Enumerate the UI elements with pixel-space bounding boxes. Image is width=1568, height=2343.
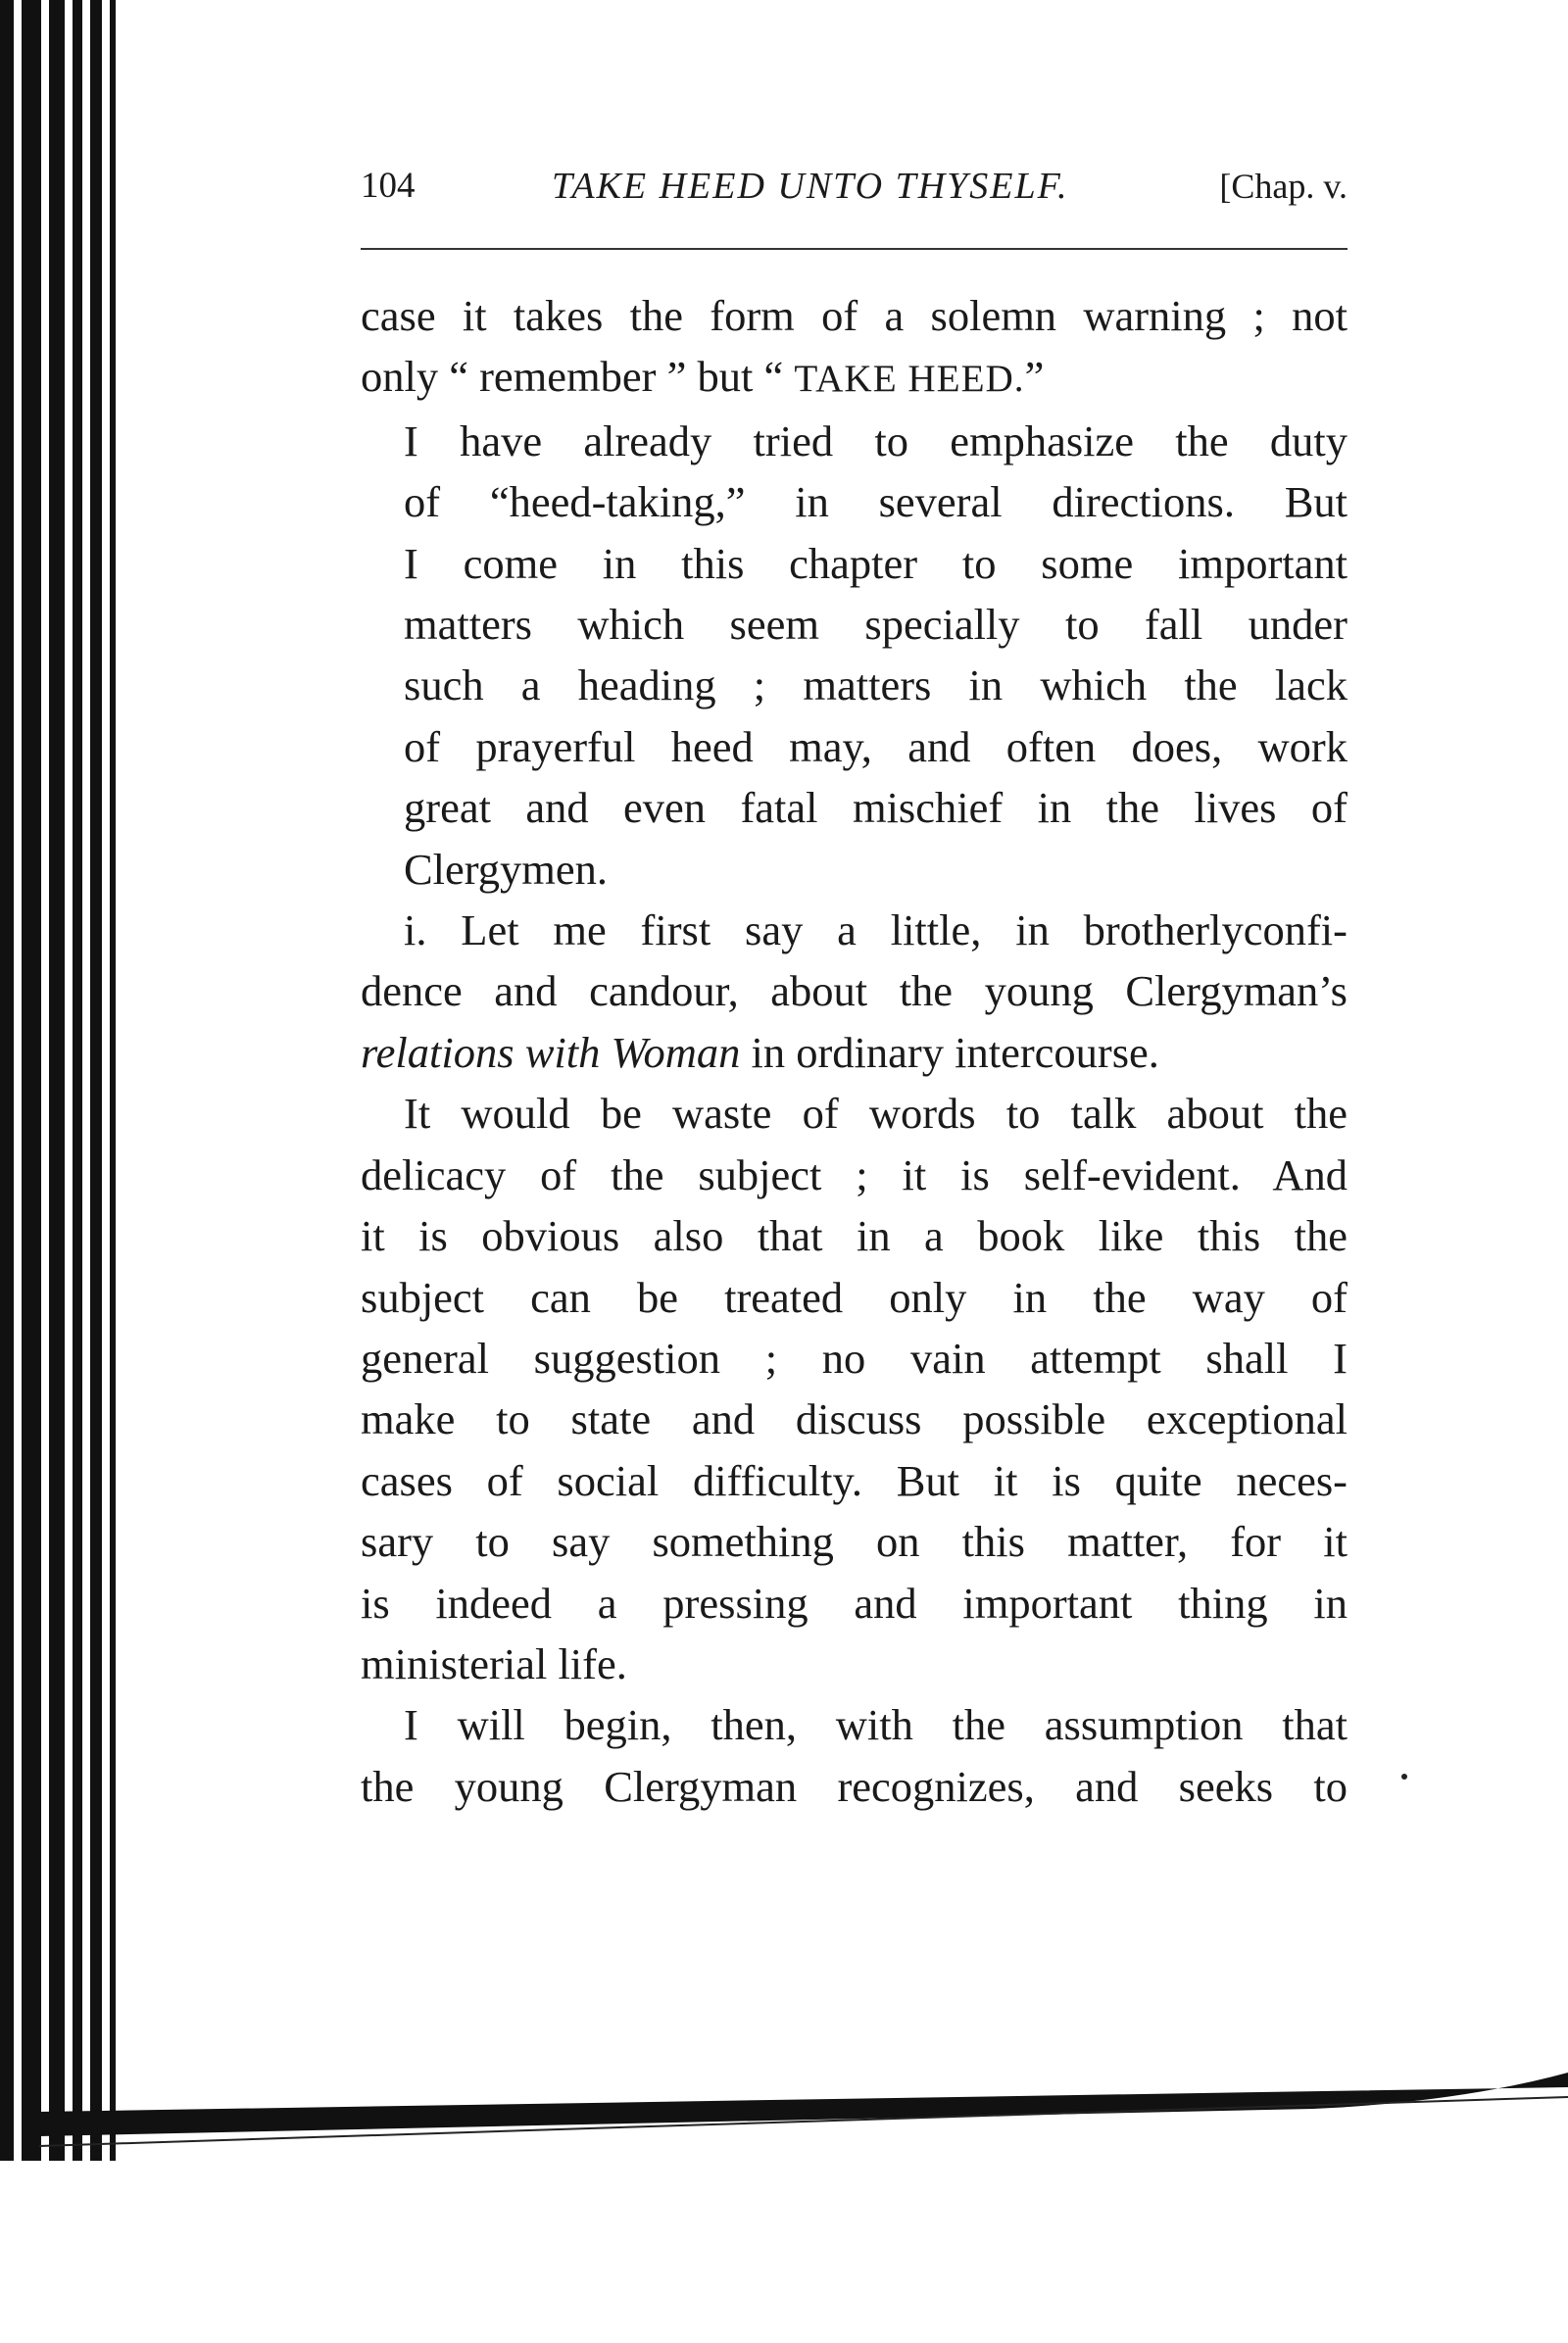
header-rule <box>361 248 1348 250</box>
text-line: I come in this chapter to some important <box>404 538 1348 588</box>
paragraph-3 <box>361 900 1348 1083</box>
text-line: cases of social difficulty. But it is quite neces- <box>361 1455 1348 1505</box>
text-line <box>361 1022 1348 1083</box>
text-line: is indeed a pressing and important thing in <box>361 1578 1348 1628</box>
body-text <box>361 285 1348 1817</box>
text-line: It would be waste of words to talk about the <box>404 1089 1348 1139</box>
text-line: Clergymen. <box>404 844 609 894</box>
text-line: ministerial life. <box>361 1638 627 1688</box>
text-line: I will begin, then, with the assumption that <box>404 1700 1348 1750</box>
text-line: delicacy of the subject ; it is self-evident. And <box>361 1149 1348 1199</box>
text-line: such a heading ; matters in which the lack <box>404 660 1348 710</box>
text-line: it is obvious also that in a book like this the <box>361 1211 1348 1261</box>
text-line: i. Let me first say a little, in brotherlyconfi- <box>404 905 1348 955</box>
scan-bottom-edge <box>39 1999 1568 2156</box>
text-line: general suggestion ; no vain attempt shall I <box>361 1333 1348 1383</box>
paragraph-4 <box>361 1083 1348 1694</box>
text-line: great and even fatal mischief in the lives of <box>404 783 1348 833</box>
running-title: TAKE HEED UNTO THYSELF. <box>552 166 1069 207</box>
page-number: 104 <box>361 166 416 206</box>
text-line: subject can be treated only in the way of <box>361 1272 1348 1322</box>
scan-spine-edge <box>0 0 132 2161</box>
text-line: of “heed-taking,” in several directions. But <box>404 477 1348 527</box>
text-line: sary to say something on this matter, for it <box>361 1517 1348 1567</box>
chapter-reference: [Chap. v. <box>1219 167 1348 206</box>
text-fragment: in ordinary intercourse. <box>740 1027 1159 1077</box>
paragraph-1 <box>361 285 1348 411</box>
page-header <box>361 147 1348 225</box>
text-line: of prayerful heed may, and often does, work <box>404 721 1348 771</box>
text-fragment: only “ remember ” but “ <box>361 352 795 402</box>
closing-quote: ” <box>1024 352 1045 402</box>
paragraph-5 <box>361 1694 1348 1817</box>
book-page <box>361 147 1348 1811</box>
text-line: matters which seem specially to fall under <box>404 600 1348 650</box>
text-line <box>361 346 1348 410</box>
text-line: dence and candour, about the young Clergyman’s <box>361 966 1348 1016</box>
scan-speck <box>1401 1774 1407 1780</box>
text-line: I have already tried to emphasize the duty <box>404 415 1348 465</box>
small-caps-text: TAKE HEED. <box>794 358 1025 401</box>
text-line: case it takes the form of a solemn warning ; not <box>361 291 1348 340</box>
text-line: make to state and discuss possible exceptional <box>361 1394 1348 1444</box>
italic-phrase: relations with Woman <box>361 1027 741 1077</box>
text-line: the young Clergyman recognizes, and seeks to <box>361 1761 1348 1811</box>
paragraph-2 <box>361 411 1348 900</box>
